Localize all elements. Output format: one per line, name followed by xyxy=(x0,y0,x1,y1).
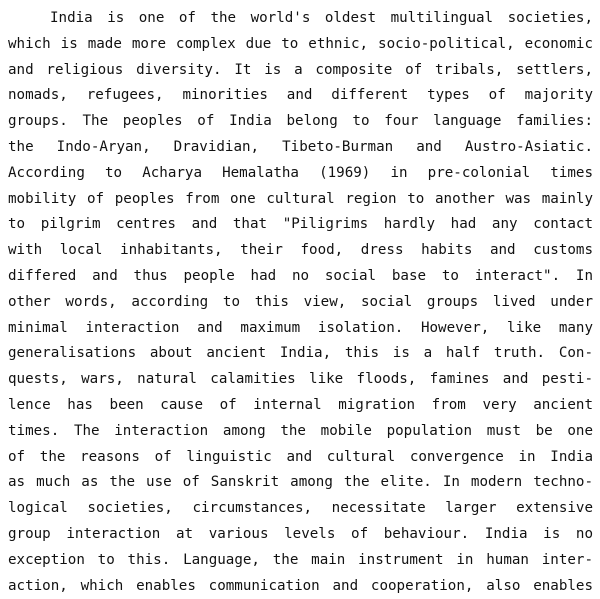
text-line-8: mobility of peoples from one cultural region to another was mainly xyxy=(8,190,593,207)
text-line-2: which is made more complex due to ethnic, socio-political, economic xyxy=(8,35,593,52)
text-line-19: as much as the use of Sanskrit among the elite. In modern techno- xyxy=(8,474,593,491)
text-line-18: of the reasons of linguistic and cultural convergence in India xyxy=(8,448,593,465)
text-line-4: nomads, refugees, minorities and different types of majority xyxy=(8,87,593,104)
text-line-21: group interaction at various levels of behaviour. India is no xyxy=(8,525,593,542)
text-line-22: exception to this. Language, the main instrument in human inter- xyxy=(8,551,593,568)
text-line-17: times. The interaction among the mobile population must be one xyxy=(8,422,593,439)
text-line-16: lence has been cause of internal migration from very ancient xyxy=(8,396,593,413)
text-line-14: generalisations about ancient India, this is a half truth. Con- xyxy=(8,345,593,362)
text-line-1: India is one of the world's oldest multilingual societies, xyxy=(50,10,593,26)
text-line-6: the Indo-Aryan, Dravidian, Tibeto-Burman and Austro-Asiatic. xyxy=(8,138,593,155)
text-line-3: and religious diversity. It is a composite of tribals, settlers, xyxy=(8,61,593,78)
text-line-20: logical societies, circumstances, necessitate larger extensive xyxy=(8,500,593,517)
text-line-10: with local inhabitants, their food, dress habits and customs xyxy=(8,242,593,259)
paragraph-body xyxy=(8,6,593,599)
text-line-13: minimal interaction and maximum isolation. However, like many xyxy=(8,319,593,336)
text-line-7: According to Acharya Hemalatha (1969) in pre-colonial times xyxy=(8,164,593,181)
text-line-5: groups. The peoples of India belong to four language families: xyxy=(8,113,593,130)
text-line-9: to pilgrim centres and that "Piligrims hardly had any contact xyxy=(8,216,593,233)
text-line-12: other words, according to this view, social groups lived under xyxy=(8,293,593,310)
text-line-15: quests, wars, natural calamities like floods, famines and pesti- xyxy=(8,371,593,388)
text-line-23: action, which enables communication and cooperation, also enables xyxy=(8,577,593,594)
text-line-11: differed and thus people had no social base to interact". In xyxy=(8,267,593,284)
